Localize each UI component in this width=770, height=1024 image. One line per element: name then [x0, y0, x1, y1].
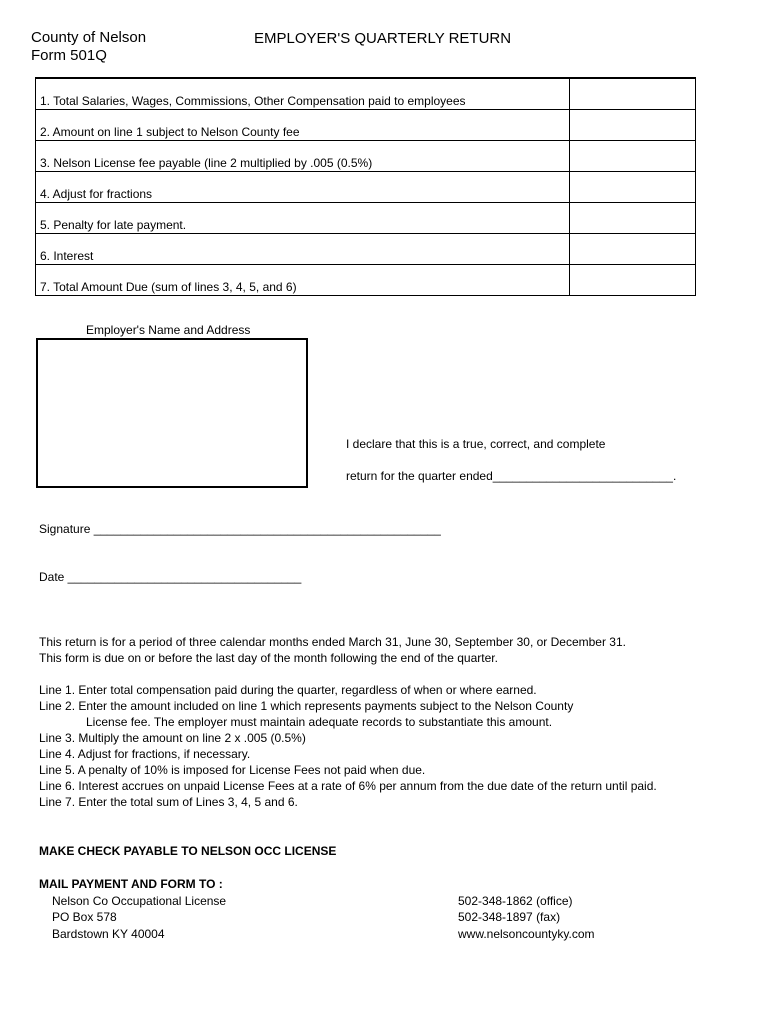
county-name: County of Nelson [31, 29, 147, 46]
check-payable-note: MAKE CHECK PAYABLE TO NELSON OCC LICENSE [39, 844, 337, 858]
line-6-amount-field[interactable] [570, 234, 696, 265]
form-number: Form 501Q [31, 47, 107, 64]
signature-field[interactable]: Signature ____________________________________________________ [39, 522, 441, 536]
employer-address-box[interactable] [36, 338, 308, 488]
declaration-line-1: I declare that this is a true, correct, and complete [346, 437, 606, 451]
table-row [36, 203, 696, 234]
table-row [36, 172, 696, 203]
line-label: 4. Adjust for fractions [36, 172, 570, 203]
instructions-intro-2: This form is due on or before the last day of the month following the end of the quarter. [39, 651, 498, 665]
instructions [39, 634, 657, 810]
instructions-intro-1: This return is for a period of three calendar months ended March 31, June 30, September 30, or December 31. [39, 635, 626, 649]
table-row [36, 265, 696, 296]
instruction-line-7: Line 7. Enter the total sum of Lines 3, 4, 5 and 6. [39, 795, 298, 809]
fax-number: 502-348-1897 (fax) [458, 910, 561, 925]
instruction-line-2-continued: License fee. The employer must maintain adequate records to substantiate this amount. [86, 715, 553, 729]
line-7-amount-field[interactable] [570, 265, 696, 296]
employer-label: Employer's Name and Address [86, 323, 251, 337]
declaration-line-2: return for the quarter ended___________________________. [346, 469, 677, 483]
instruction-line-2: Line 2. Enter the amount included on line 1 which represents payments subject to the Nelson County [39, 699, 574, 713]
instruction-line-4: Line 4. Adjust for fractions, if necessary. [39, 747, 251, 761]
instruction-line-3: Line 3. Multiply the amount on line 2 x .005 (0.5%) [39, 731, 306, 745]
address-line: Nelson Co Occupational License [52, 894, 227, 908]
line-1-amount-field[interactable] [570, 78, 696, 110]
table-row [36, 141, 696, 172]
table-row [36, 78, 696, 110]
instruction-line-6: Line 6. Interest accrues on unpaid License Fees at a rate of 6% per annum from the due date of the return until paid. [39, 779, 657, 793]
line-label: 1. Total Salaries, Wages, Commissions, Other Compensation paid to employees [36, 78, 570, 110]
return-lines-table [35, 77, 696, 296]
office-phone: 502-348-1862 (office) [458, 894, 573, 908]
address-line: PO Box 578 [52, 910, 117, 925]
line-label: 3. Nelson License fee payable (line 2 multiplied by .005 (0.5%) [36, 141, 570, 172]
instruction-line-5: Line 5. A penalty of 10% is imposed for License Fees not paid when due. [39, 763, 426, 777]
website-link[interactable]: www.nelsoncountyky.com [458, 926, 595, 941]
table-row [36, 234, 696, 265]
table-row [36, 110, 696, 141]
address-line: Bardstown KY 40004 [52, 926, 165, 941]
contact-info [458, 893, 595, 942]
page-title: EMPLOYER'S QUARTERLY RETURN [254, 30, 512, 47]
line-label: 7. Total Amount Due (sum of lines 3, 4, 5, and 6) [36, 265, 570, 296]
instruction-line-1: Line 1. Enter total compensation paid during the quarter, regardless of when or where earned. [39, 683, 537, 697]
line-label: 2. Amount on line 1 subject to Nelson County fee [36, 110, 570, 141]
line-label: 5. Penalty for late payment. [36, 203, 570, 234]
line-5-amount-field[interactable] [570, 203, 696, 234]
line-2-amount-field[interactable] [570, 110, 696, 141]
line-3-amount-field[interactable] [570, 141, 696, 172]
date-field[interactable]: Date ___________________________________ [39, 570, 302, 584]
mail-heading: MAIL PAYMENT AND FORM TO : [39, 877, 223, 891]
line-4-amount-field[interactable] [570, 172, 696, 203]
line-label: 6. Interest [36, 234, 570, 265]
mailing-address [52, 893, 226, 942]
